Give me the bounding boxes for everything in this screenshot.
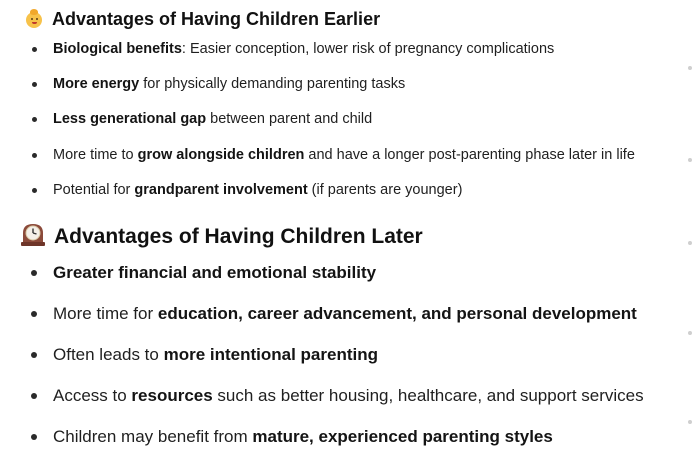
list-item: More energy for physically demanding parenting tasks (0, 67, 696, 102)
mantelpiece-clock-icon (20, 221, 46, 253)
bullet (31, 311, 37, 317)
section-heading-later (0, 222, 696, 252)
list-item: Biological benefits: Easier conception, lower risk of pregnancy complications (0, 32, 696, 67)
bullet (32, 117, 37, 122)
heading-text: Advantages of Having Children Later (54, 225, 423, 248)
scroll-dot (688, 158, 692, 162)
scroll-dot (688, 241, 692, 245)
heading-text: Advantages of Having Children Earlier (52, 8, 381, 29)
bullet-list-later (0, 252, 696, 457)
scroll-dot (688, 331, 692, 335)
bullet (32, 153, 37, 158)
list-item: More time to grow alongside children and have a longer post-parenting phase later in life (0, 138, 696, 173)
list-item: Greater financial and emotional stability (0, 252, 696, 293)
section-earlier (0, 6, 696, 208)
list-item: Children may benefit from mature, experienced parenting styles (0, 416, 696, 457)
list-item: Less generational gap between parent and child (0, 102, 696, 137)
section-heading-earlier (0, 6, 696, 32)
list-item: Potential for grandparent involvement (if parents are younger) (0, 173, 696, 208)
scroll-dot (688, 66, 692, 70)
bullet-list-earlier (0, 32, 696, 208)
list-item: Access to resources such as better housing, healthcare, and support services (0, 375, 696, 416)
list-item: Often leads to more intentional parenting (0, 334, 696, 375)
bullet (31, 270, 37, 276)
scroll-dot (688, 420, 692, 424)
bullet (32, 47, 37, 52)
bullet (32, 188, 37, 193)
baby-icon (24, 9, 44, 29)
bullet (31, 352, 37, 358)
bullet (31, 434, 37, 440)
bullet (32, 82, 37, 87)
bullet (31, 393, 37, 399)
section-later (0, 222, 696, 457)
list-item: More time for education, career advancement, and personal development (0, 293, 696, 334)
